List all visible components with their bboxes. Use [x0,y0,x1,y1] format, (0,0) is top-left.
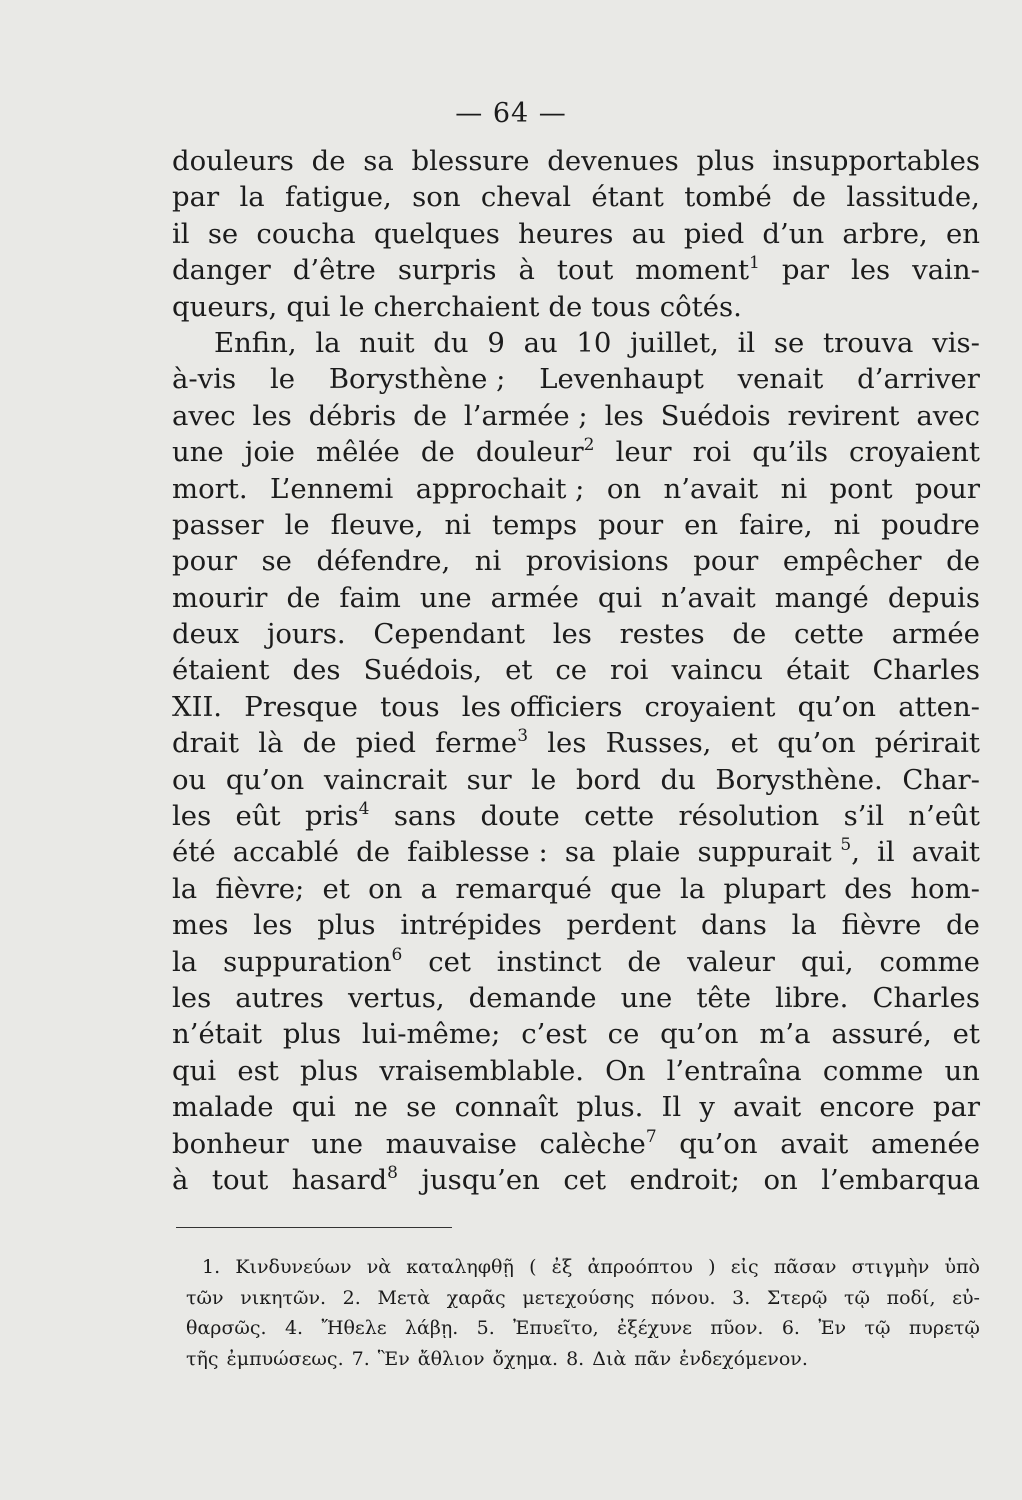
footnote-divider [176,1227,452,1228]
footnote-ref: 6 [391,944,403,965]
text-line: mort. L’ennemi approchait ; on n’avait ni pont pour [172,472,980,505]
text-line: bonheur une mauvaise calèche$^7$ qu’on avait amenée [172,1126,980,1160]
text-line: à-vis le Borysthène ; Levenhaupt venait d’arriver [172,363,980,396]
footnote-line: 1. Κινδυνεύων νὰ καταληφθῇ ( ἐξ ἀπροόπτου ) εἰς πᾶσαν στιγμὴν ὑπὸ [202,1256,980,1278]
text-line: une joie mêlée de douleur$^2$ leur roi qu’ils croyaient [172,435,980,469]
text-line: queurs, qui le cherchaient de tous côtés. [172,290,742,323]
text-line: avec les débris de l’armée ; les Suédois revirent avec [172,399,980,432]
footnotes [186,1252,980,1374]
footnote-ref: 1 [749,253,760,274]
text-line: Enfin, la nuit du 9 au 10 juillet, il se trouva vis- [214,326,980,359]
text-line: la suppuration$^6$ cet instinct de valeur qui, comme [172,944,980,978]
footnote-line: θαρσῶς. 4. Ἤθελε λάβῃ. 5. Ἐπυεῖτο, ἐξέχυνε πῦον. 6. Ἐν τῷ πυρετῷ [186,1317,980,1340]
page-number: — 64 — [455,98,567,129]
text-line: par la fatigue, son cheval étant tombé de lassitude, [172,181,980,214]
text-line: deux jours. Cependant les restes de cette armée [172,618,980,651]
text-line: les eût pris$^4$ sans doute cette résolution s’il n’eût [172,799,980,833]
footnote-line: τῆς ἐμπυώσεως. 7. Ἓν ἄθλιον ὄχημα. 8. Διὰ πᾶν ἐνδεχόμενον. [186,1347,808,1370]
footnote-ref: 3 [517,726,529,747]
text-line: mes les plus intrépides perdent dans la fièvre de [172,909,980,942]
text-line: la fièvre; et on a remarqué que la plupart des hom- [172,872,980,905]
footnote-ref: 8 [387,1162,398,1183]
footnote-ref: 7 [645,1126,657,1147]
text-line: douleurs de sa blessure devenues plus insupportables [172,145,980,177]
text-line: n’était plus lui-même; c’est ce qu’on m’a assuré, et [172,1018,980,1051]
text-line: malade qui ne se connaît plus. Il y avait encore par [172,1091,980,1124]
text-line: drait là de pied ferme$^3$ les Russes, et qu’on périrait [172,726,980,760]
text-line: les autres vertus, demande une tête libre. Charles [172,981,980,1014]
text-line: à tout hasard$^8$ jusqu’en cet endroit; on l’embarqua [172,1162,980,1196]
footnote-ref: 4 [358,799,370,820]
footnote-line: τῶν νικητῶν. 2. Μετὰ χαρᾶς μετεχούσης πόνου. 3. Στερῷ τῷ ποδί, εὐ- [186,1286,980,1309]
text-line: il se coucha quelques heures au pied d’un arbre, en [172,217,980,250]
text-line: étaient des Suédois, et ce roi vaincu était Charles [172,654,980,687]
text-line: qui est plus vraisemblable. On l’entraîna comme un [172,1054,980,1087]
text-line: ou qu’on vaincrait sur le bord du Borysthène. Char- [172,763,980,796]
text-line: danger d’être surpris à tout moment$^1$ par les vain- [172,253,980,287]
footnote-ref: 2 [583,435,595,456]
text-line: passer le fleuve, ni temps pour en faire, ni poudre [172,508,980,541]
text-line: mourir de faim une armée qui n’avait mangé depuis [172,581,980,614]
text-line: XII. Presque tous les officiers croyaient qu’on atten- [172,690,980,723]
text-line: été accablé de faiblesse : sa plaie suppurait $^5$, il avait [172,835,980,869]
main-text [172,143,980,1198]
text-line: pour se défendre, ni provisions pour empêcher de [172,545,980,578]
footnote-ref: 5 [840,835,852,856]
